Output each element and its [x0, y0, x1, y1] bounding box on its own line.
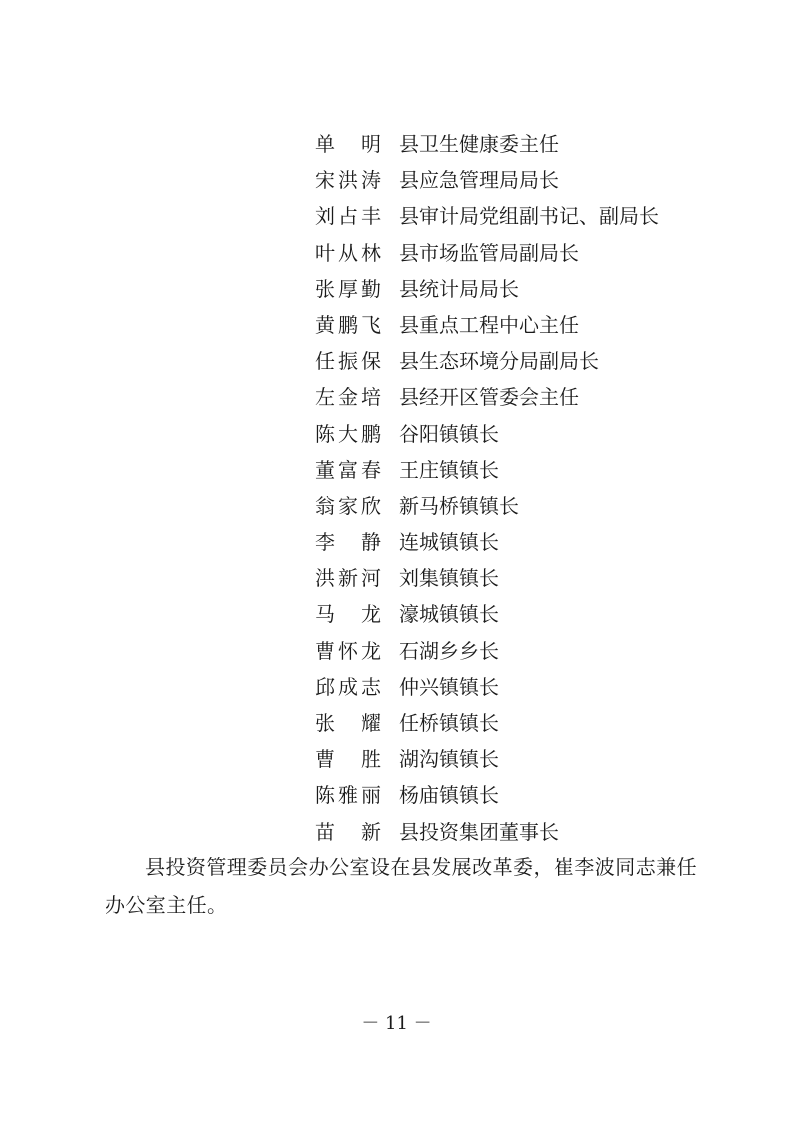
member-title: 湖沟镇镇长	[399, 747, 499, 772]
list-item	[315, 814, 659, 850]
list-item	[315, 235, 659, 271]
member-title: 县重点工程中心主任	[399, 312, 579, 337]
member-title: 仲兴镇镇长	[399, 674, 499, 699]
member-title: 石湖乡乡长	[399, 638, 499, 663]
member-name: 洪新河	[315, 566, 381, 591]
member-title: 杨庙镇镇长	[399, 783, 499, 808]
member-name: 叶从林	[315, 240, 381, 265]
member-name: 马 龙	[315, 602, 381, 627]
member-title: 县生态环境分局副局长	[399, 349, 599, 374]
list-item	[315, 705, 659, 741]
list-item	[315, 633, 659, 669]
list-item	[315, 416, 659, 452]
member-name: 黄鹏飞	[315, 312, 381, 337]
list-item	[315, 669, 659, 705]
member-name: 李 静	[315, 530, 381, 555]
list-item	[315, 488, 659, 524]
member-name: 左金培	[315, 385, 381, 410]
member-name: 陈大鹏	[315, 421, 381, 446]
member-name: 陈雅丽	[315, 783, 381, 808]
list-item	[315, 198, 659, 234]
member-name: 曹怀龙	[315, 638, 381, 663]
page-number: － 11 －	[361, 1013, 432, 1034]
member-name: 单 明	[315, 132, 381, 156]
member-name: 张 耀	[315, 711, 381, 735]
member-name: 翁家欣	[315, 493, 381, 518]
member-name: 曹 胜	[315, 747, 381, 772]
member-title: 濠城镇镇长	[399, 602, 499, 627]
member-name: 刘占丰	[315, 204, 381, 229]
member-title: 县审计局党组副书记、副局长	[399, 204, 659, 229]
list-item	[315, 271, 659, 307]
member-title: 任桥镇镇长	[399, 711, 499, 735]
list-item	[315, 560, 659, 596]
list-item	[315, 524, 659, 560]
member-title: 连城镇镇长	[399, 530, 499, 555]
member-title: 新马桥镇镇长	[399, 493, 519, 518]
list-item	[315, 307, 659, 343]
member-title: 县经开区管委会主任	[399, 385, 579, 410]
list-item	[315, 126, 659, 162]
member-title: 刘集镇镇长	[399, 566, 499, 591]
member-title: 县卫生健康委主任	[399, 132, 559, 156]
list-item	[315, 343, 659, 379]
member-name: 张厚勤	[315, 276, 381, 301]
member-name: 任振保	[315, 349, 381, 374]
closing-paragraph: 县投资管理委员会办公室设在县发展改革委，崔李波同志兼任办公室主任。	[105, 855, 697, 917]
member-name: 宋洪涛	[315, 168, 381, 193]
member-name: 苗 新	[315, 819, 381, 844]
list-item	[315, 777, 659, 813]
list-item	[315, 452, 659, 488]
member-title: 县投资集团董事长	[399, 819, 559, 844]
member-name: 董富春	[315, 457, 381, 482]
member-name: 邱成志	[315, 674, 381, 699]
member-list	[315, 126, 659, 850]
list-item	[315, 596, 659, 632]
member-title: 县统计局局长	[399, 276, 519, 301]
list-item	[315, 162, 659, 198]
list-item	[315, 379, 659, 415]
list-item	[315, 741, 659, 777]
member-title: 谷阳镇镇长	[399, 421, 499, 446]
member-title: 王庄镇镇长	[399, 457, 499, 482]
member-title: 县市场监管局副局长	[399, 240, 579, 265]
member-title: 县应急管理局局长	[399, 168, 559, 193]
